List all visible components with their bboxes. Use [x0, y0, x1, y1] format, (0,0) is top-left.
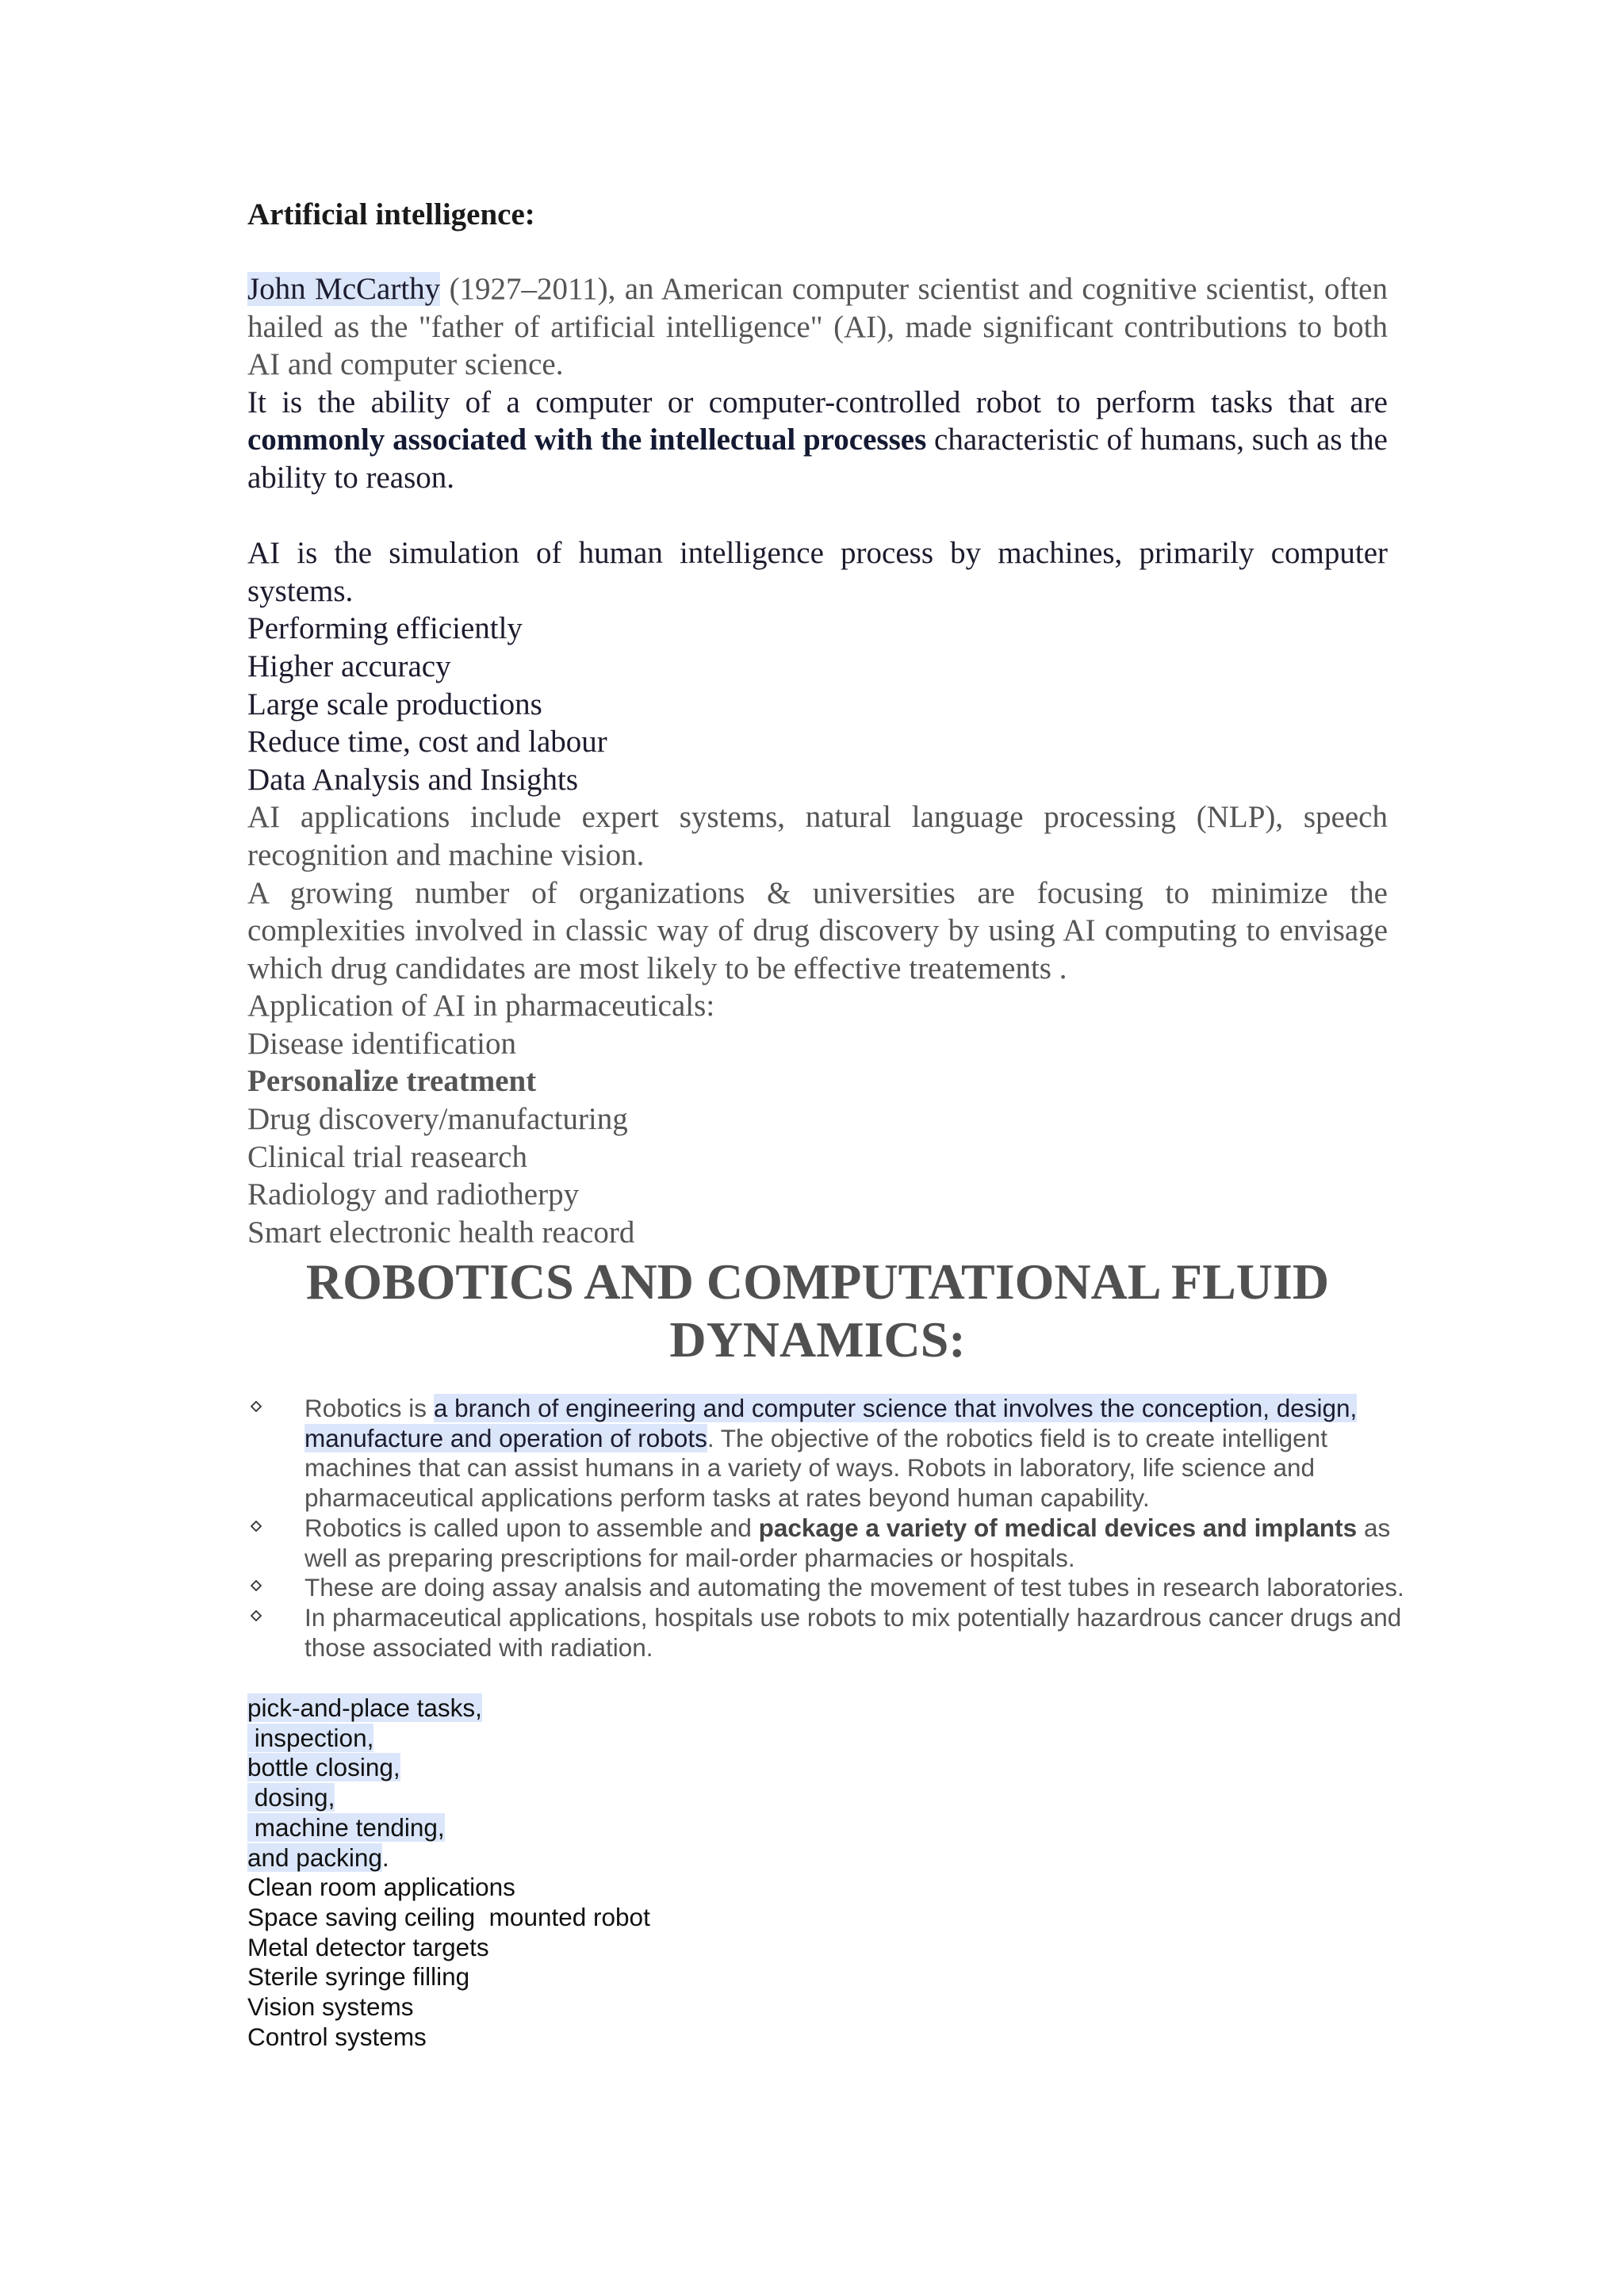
list-item — [247, 1783, 650, 1813]
list-item: Data Analysis and Insights — [247, 762, 579, 797]
diamond-outline-icon — [251, 1610, 262, 1621]
bullet-item — [247, 1573, 1411, 1603]
list-item-end: . — [381, 1843, 389, 1872]
intro-paragraph — [247, 270, 1388, 384]
definition-after: characteristic of humans, such as the ability to reason. — [247, 423, 1388, 495]
highlighted-task: bottle closing, — [247, 1753, 400, 1782]
definition-bold: commonly associated with the intellectual processes — [247, 423, 927, 457]
applications-paragraph: AI applications include expert systems, natural language processing (NLP), speech recognition and machine vision. — [247, 800, 1388, 872]
diamond-outline-icon — [251, 1401, 262, 1412]
pharma-heading: Application of AI in pharmaceuticals: — [247, 989, 715, 1024]
highlighted-task: pick-and-place tasks, — [247, 1693, 482, 1722]
highlighted-name: John McCarthy — [247, 272, 441, 306]
list-item: Clean room applications — [247, 1873, 515, 1902]
bullet-item — [247, 1513, 1411, 1573]
list-item: Metal detector targets — [247, 1932, 489, 1961]
organizations-paragraph: A growing number of organizations & universities are focusing to minimize the complexities involved in classic way of drug discovery by using AI computing to envisage which drug candidates are most likely to be effective treatements . — [247, 875, 1388, 985]
highlighted-definition: a branch of engineering and computer science that involves the conception, design, manufacture and operation of robots — [304, 1394, 1358, 1452]
definition-paragraph — [247, 384, 1388, 497]
bullet-text: These are doing assay analsis and automating the movement of test tubes in research laboratories. — [304, 1573, 1404, 1602]
robotics-bullet-list — [247, 1394, 1404, 1663]
list-item: Disease identification — [247, 1026, 516, 1061]
list-item: Personalize treatment — [247, 1064, 537, 1099]
list-item: Control systems — [247, 2022, 427, 2051]
definition-before: It is the ability of a computer or computer-controlled robot to perform tasks that are — [247, 385, 1388, 419]
list-item: Sterile syringe filling — [247, 1962, 470, 1992]
simulation-paragraph: AI is the simulation of human intelligence process by machines, primarily computer systems. — [247, 536, 1388, 608]
list-item — [247, 1724, 650, 1754]
pharma-list — [247, 1025, 1388, 1252]
list-item — [247, 1843, 650, 1873]
intro-text: (1927–2011), an American computer scientist and cognitive scientist, often hailed as the "father of artificial intelligence" (AI), made significant contributions to both AI and computer science. — [247, 272, 1388, 382]
list-item — [247, 1813, 650, 1843]
bullet-bold-text: package a variety of medical devices and implants — [758, 1513, 1358, 1542]
paragraph-gap — [247, 497, 1388, 535]
list-item: Large scale productions — [247, 687, 542, 721]
body-section-ai — [247, 270, 1388, 1251]
list-item: Smart electronic health reacord — [247, 1215, 635, 1249]
list-item: Drug discovery/manufacturing — [247, 1102, 628, 1137]
highlighted-task: and packing — [247, 1843, 382, 1872]
list-item — [247, 1693, 650, 1724]
list-item: Vision systems — [247, 1992, 414, 2022]
bullet-item — [247, 1603, 1411, 1663]
bullet-text: Robotics is called upon to assemble and — [304, 1513, 759, 1542]
bullet-text: In pharmaceutical applications, hospitals use robots to mix potentially hazardrous cancer drugs and those associated with radiation. — [304, 1602, 1402, 1662]
benefits-list — [247, 610, 1388, 798]
list-item: Performing efficiently — [247, 611, 523, 646]
list-item — [247, 1753, 650, 1783]
diamond-outline-icon — [251, 1521, 262, 1532]
list-item: Radiology and radiotherpy — [247, 1177, 580, 1212]
doc-title: Artificial intelligence: — [247, 197, 535, 232]
list-item: Clinical trial reasearch — [247, 1139, 527, 1174]
list-item: Reduce time, cost and labour — [247, 725, 607, 760]
bullet-text: as well as preparing prescriptions for mail-order pharmacies or hospitals. — [304, 1513, 1391, 1572]
bullet-text: . The objective of the robotics field is to create intelligent machines that can assist humans in a variety of ways. Robots in laboratory, life science and pharmaceutical applications perform tasks at rates beyond human capability. — [304, 1423, 1327, 1513]
bullet-item — [247, 1394, 1411, 1513]
list-item: Higher accuracy — [247, 649, 451, 683]
highlighted-task: inspection, — [247, 1723, 374, 1752]
robot-tasks-list — [247, 1693, 650, 2052]
section-heading: ROBOTICS AND COMPUTATIONAL FLUID DYNAMICS: — [305, 1253, 1330, 1368]
diamond-outline-icon — [251, 1580, 262, 1591]
list-item: Space saving ceiling mounted robot — [247, 1902, 650, 1931]
highlighted-task: machine tending, — [247, 1812, 445, 1842]
bullet-text: Robotics is — [304, 1394, 434, 1422]
highlighted-task: dosing, — [247, 1783, 335, 1812]
